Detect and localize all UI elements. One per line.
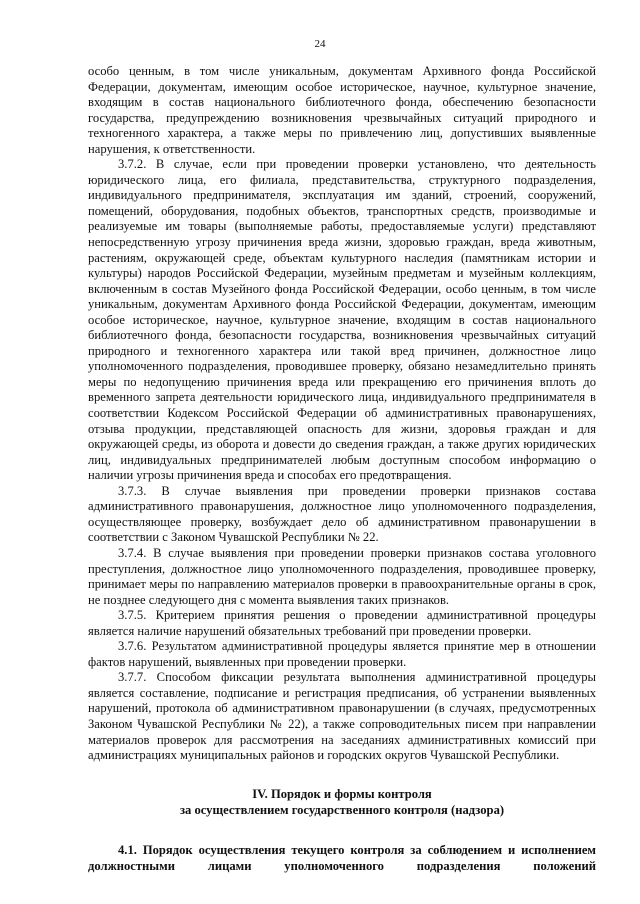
- paragraph-3-7-5: 3.7.5. Критерием принятия решения о проведении административной процедуры является наличие нарушений обязательных требований при проведении проверки.: [88, 608, 596, 638]
- page-number: 24: [314, 38, 326, 50]
- paragraph-continuation: особо ценным, в том числе уникальным, документам Архивного фонда Российской Федерации, документам, имеющим особое историческое, научное, культурное значение, входящим в состав национального библиотечного фонда, обеспечению безопасности государства, предупреждению возникновения чрезвычайных ситуаций природного и техногенного характера, а также меры по привлечению лиц, допустивших выявленные нарушения, к ответственности.: [88, 64, 596, 156]
- section-heading-line-1: IV. Порядок и формы контроля: [252, 786, 432, 801]
- paragraph-3-7-6: 3.7.6. Результатом административной процедуры является принятие мер в отношении фактов нарушений, выявленных при проведении проверки.: [88, 639, 596, 669]
- section-heading: [88, 786, 596, 818]
- paragraph-3-7-3: 3.7.3. В случае выявления при проведении проверки признаков состава административного правонарушения, должностное лицо уполномоченного подразделения, осуществляющее проверку, возбуждает дело об административном правонарушении в соответствии с Законом Чувашской Республики № 22.: [88, 483, 596, 545]
- paragraph-3-7-7: 3.7.7. Способом фиксации результата выполнения административной процедуры является составление, подписание и регистрация предписания, об устранении выявленных нарушений, протокола об административном правонарушении (в случаях, предусмотренных Законом Чувашской Республики № 22), а также сопроводительных писем при направлении материалов проверок для рассмотрения на заседаниях административных комиссий при администрациях муниципальных районов и городских округов Чувашской Республики.: [88, 670, 596, 763]
- subsection-heading: 4.1. Порядок осуществления текущего контроля за соблюдением и исполнением должностными лицами уполномоченного подразделения положений: [88, 842, 596, 873]
- paragraph-3-7-4: 3.7.4. В случае выявления при проведении проверки признаков состава уголовного преступления, должностное лицо уполномоченного подразделения, проводившее проверку, принимает меры по направлению материалов проверки в правоохранительные органы в срок, не позднее следующего дня с момента выявления таких признаков.: [88, 545, 596, 607]
- document-body: [88, 64, 596, 874]
- paragraph-3-7-2: 3.7.2. В случае, если при проведении проверки установлено, что деятельность юридического лица, его филиала, представительства, структурного подразделения, индивидуального предпринимателя, эксплуатация им зданий, строений, сооружений, помещений, оборудования, подобных объектов, транспортных средств, производимые и реализуемые им товары (выполняемые работы, предоставляемые услуги) представляют непосредственную угрозу причинения вреда жизни, здоровью граждан, вреда животным, растениям, окружающей среде, объектам культурного наследия (памятникам истории и культуры) народов Российской Федерации, музейным предметам и музейным коллекциям, включенным в состав Музейного фонда Российской Федерации, особо ценным, в том числе уникальным, документам Архивного фонда Российской Федерации, документам, имеющим особое историческое, научное, культурное значение, входящим в состав национального библиотечного фонда, безопасности государства, возникновения чрезвычайных ситуаций природного и техногенного характера или такой вред причинен, должностное лицо уполномоченного подразделения, проводившее проверку, обязано незамедлительно принять меры по недопущению причинения вреда или прекращению его причинения вплоть до временного запрета деятельности юридического лица, индивидуального предпринимателя в соответствии Кодексом Российской Федерации об административных правонарушениях, отзыва продукции, представляющей опасность для жизни, здоровья граждан и для окружающей среды, из оборота и довести до сведения граждан, а также других юридических лиц, индивидуальных предпринимателей любым доступным способом информацию о наличии угрозы причинения вреда и способах его предотвращения.: [88, 157, 596, 483]
- section-heading-line-2: за осуществлением государственного контроля (надзора): [179, 802, 505, 817]
